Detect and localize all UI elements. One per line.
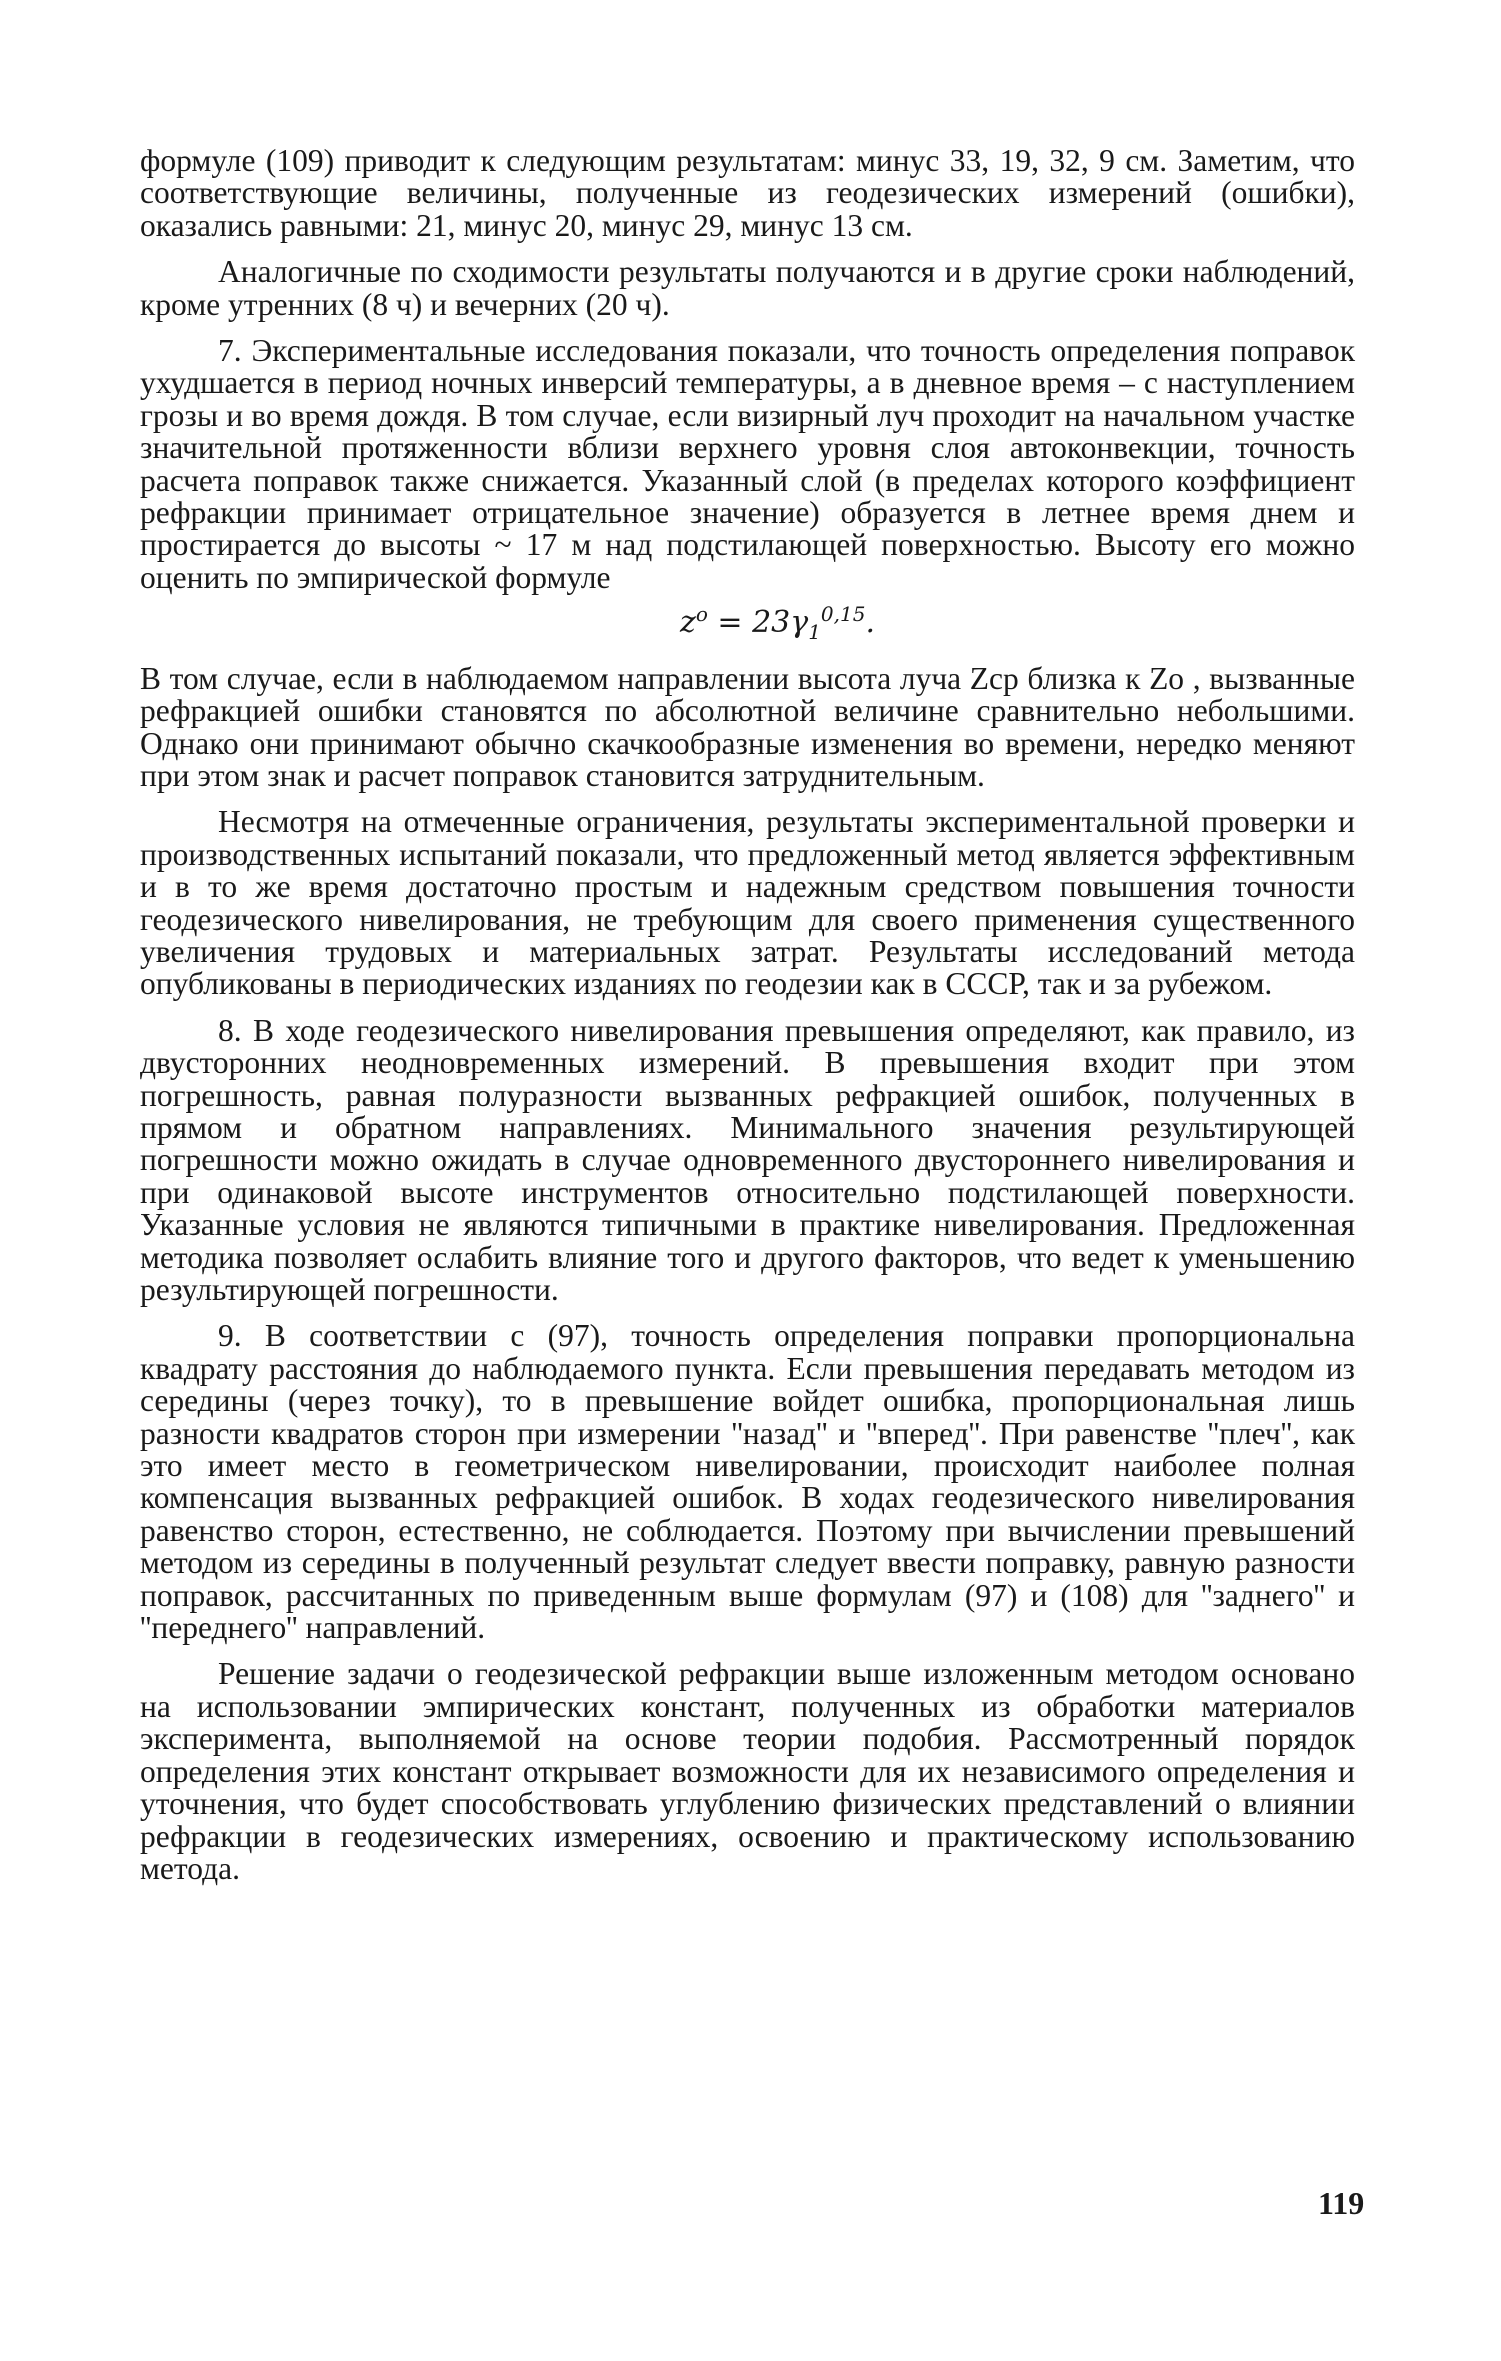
formula-power: 0,15 bbox=[820, 602, 866, 627]
paragraph-similar-results: Аналогичные по сходимости результаты получаются и в другие сроки наблюдений, кроме утренних (8 ч) и вечерних (20 ч). bbox=[140, 254, 1355, 322]
body-text bbox=[140, 145, 1355, 1899]
formula-lhs: z bbox=[680, 605, 696, 641]
formula-gamma-sub: 1 bbox=[808, 620, 821, 645]
paragraph-limitations: Несмотря на отмеченные ограничения, результаты экспериментальной проверки и производственных испытаний показали, что предложенный метод является эффективным и в то же время достаточно простым и надежным средством повышения точности геодезического нивелирования, не требующим для своего применения существенного увеличения трудовых и материальных затрат. Результаты исследований метода опубликованы в периодических изданиях по геодезии как в СССР, так и за рубежом. bbox=[140, 804, 1355, 1002]
paragraph-continuation: формуле (109) приводит к следующим результатам: минус 33, 19, 32, 9 см. Заметим, что соответствующие величины, полученные из геодезических измерений (ошибки), оказались равными: 21, минус 20, минус 29, минус 13 см. bbox=[140, 143, 1355, 243]
paragraph-7: 7. Экспериментальные исследования показали, что точность определения поправок ухудшается в период ночных инверсий температуры, а в дневное время – с наступлением грозы и во время дождя. В том случае, если визирный луч проходит на начальном участке значительной протяженности вблизи верхнего уровня слоя автоконвекции, точность расчета поправок также снижается. Указанный слой (в пределах которого коэффициент рефракции принимает отрицательное значение) образуется в летнее время днем и простирается до высоты ~ 17 м над подстилающей поверхностью. Высоту его можно оценить по эмпирической формуле bbox=[140, 333, 1355, 595]
paragraph-conclusion: Решение задачи о геодезической рефракции выше изложенным методом основано на использовании эмпирических констант, полученных из обработки материалов эксперимента, выполняемой на основе теории подобия. Рассмотренный порядок определения этих констант открывает возможности для их независимого определения и уточнения, что будет способствовать углублению физических представлений о влиянии рефракции в геодезических измерениях, освоению и практическому использованию метода. bbox=[140, 1656, 1355, 1886]
page-number: 119 bbox=[1318, 2185, 1365, 2221]
formula-gamma: γ bbox=[790, 605, 809, 641]
formula-eq: = 23 bbox=[707, 605, 791, 641]
empirical-formula bbox=[140, 598, 1355, 648]
paragraph-ray-height: В том случае, если в наблюдаемом направлении высота луча Zср близка к Zo , вызванные рефракцией ошибки становятся по абсолютной величине сравнительно небольшими. Однако они принимают обычно скачкообразные изменения во времени, нередко меняют при этом знак и расчет поправок становится затруднительным. bbox=[140, 660, 1355, 793]
formula-end: . bbox=[865, 605, 875, 641]
paragraph-9: 9. В соответствии с (97), точность определения поправки пропорциональна квадрату расстояния до наблюдаемого пункта. Если превышения передавать методом из середины (через точку), то в превышение войдет ошибка, пропорциональная лишь разности квадратов сторон при измерении ''назад'' и ''вперед''. При равенстве ''плеч'', как это имеет место в геометрическом нивелировании, происходит наиболее полная компенсация вызванных рефракцией ошибок. В ходах геодезического нивелирования равенство сторон, естественно, не соблюдается. Поэтому при вычислении превышений методом из середины в полученный результат следует ввести поправку, равную разности поправок, рассчитанных по приведенным выше формулам (97) и (108) для ''заднего'' и ''переднего'' направлений. bbox=[140, 1318, 1355, 1646]
paragraph-8: 8. В ходе геодезического нивелирования превышения определяют, как правило, из двусторонних неодновременных измерений. В превышения входит при этом погрешность, равная полуразности вызванных рефракцией ошибок, полученных в прямом и обратном направлениях. Минимального значения результирующей погрешности можно ожидать в случае одновременного двустороннего нивелирования и при одинаковой высоте инструментов относительно подстилающей поверхности. Указанные условия не являются типичными в практике нивелирования. Предложенная методика позволяет ослабить влияние того и другого факторов, что ведет к уменьшению результирующей погрешности. bbox=[140, 1012, 1355, 1307]
formula-lhs-sup: o bbox=[695, 602, 708, 627]
